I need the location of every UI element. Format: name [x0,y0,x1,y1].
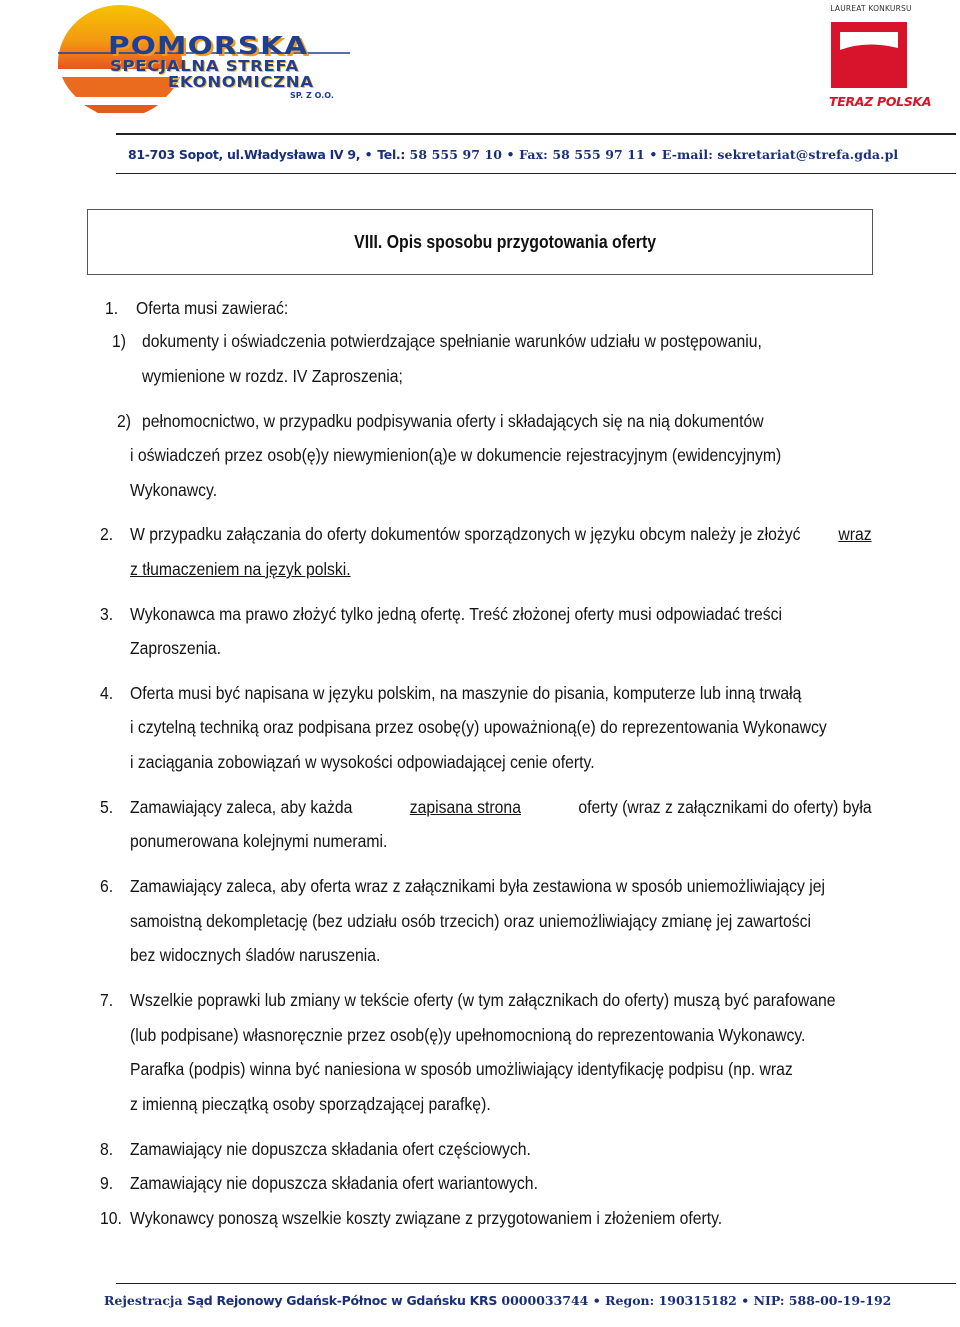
contact-line [128,147,898,162]
award-brand: TERAZ POLSKA [829,94,932,109]
section-title: VIII. Opis sposobu przygotowania oferty [354,232,656,252]
section-title-box [87,209,873,275]
contact-tel-label: Tel.: [377,147,406,162]
footer-krs: 0000033744 [501,1293,589,1308]
contact-bullet: • [364,147,373,162]
item-3-line-b: Zaproszenia. [130,638,222,658]
item-7-line-a: Wszelkie poprawki lub zmiany w tekście oferty (w tym załącznikach do oferty) muszą być parafowane [130,990,836,1010]
logo-text-pomorska: POMORSKA [108,31,309,60]
item-number: 7. [100,990,114,1010]
contact-bullet: • [506,147,515,162]
footer-registration [104,1293,891,1308]
award-caption: LAUREAT KONKURSU [830,4,912,13]
item-4-line-b: i czytelną techniką oraz podpisana przez osobę(y) upoważnioną(e) do reprezentowania Wykonawcy [130,717,827,737]
item-1-1-line-a: dokumenty i oświadczenia potwierdzające spełnianie warunków udziału w postępowaniu, [142,331,762,351]
item-number: 2) [117,411,132,431]
item-1-2-line-a: pełnomocnictwo, w przypadku podpisywania oferty i składających się na nią dokumentów [142,411,764,431]
item-1-2-line-c: Wykonawcy. [130,480,218,500]
teraz-polska-badge [826,2,932,117]
item-number: 3. [100,604,114,624]
item-4-line-c: i zaciągania zobowiązań w wysokości odpowiadającej cenie oferty. [130,752,595,772]
item-number: 4. [100,683,114,703]
footer-bullet: • [741,1293,750,1308]
item-6-line-a: Zamawiający zaleca, aby oferta wraz z załącznikami była zestawiona w sposób uniemożliwiający jej [130,876,826,896]
footer-nip: 588-00-19-192 [788,1293,892,1308]
item-4-line-a: Oferta musi być napisana w języku polskim, na maszynie do pisania, komputerze lub inną trwałą [130,683,802,703]
footer-rule [116,1283,956,1284]
contact-bullet: • [649,147,658,162]
item-9-text: Zamawiający nie dopuszcza składania ofert wariantowych. [130,1173,538,1193]
item-2-line-a: W przypadku załączania do oferty dokumentów sporządzonych w języku obcym należy je złożyć wraz [130,524,872,544]
item-1-2-line-b: i oświadczeń przez osob(ę)y niewymienion(ą)e w dokumencie rejestracyjnym (ewidencyjnym) [130,445,782,465]
contact-address: 81-703 Sopot, ul.Władysława IV 9, [128,147,361,162]
item-5-line-a: Zamawiający zaleca, aby każda zapisana strona oferty (wraz z załącznikami do oferty) była [130,797,872,817]
header-top-rule [116,133,956,135]
item-number: 2. [100,524,114,544]
item-number: 1) [112,331,127,351]
contact-fax-label: Fax: [519,147,548,162]
item-10-text: Wykonawcy ponoszą wszelkie koszty związane z przygotowaniem i złożeniem oferty. [130,1208,723,1228]
item-6-line-c: bez widocznych śladów naruszenia. [130,945,381,965]
footer-bullet: • [592,1293,601,1308]
footer-reg-label: Rejestracja [104,1293,183,1308]
item-2-line-b: z tłumaczeniem na język polski. [130,559,351,579]
logo-text-spzoo: SP. Z O.O. [290,91,334,100]
contact-tel: 58 555 97 10 [409,147,503,162]
contact-fax: 58 555 97 11 [552,147,645,162]
item-number: 9. [100,1173,114,1193]
header-bottom-rule [116,173,956,174]
item-number: 8. [100,1139,114,1159]
contact-email-label: E-mail: [661,147,713,162]
company-logo [40,5,360,120]
logo-text-ekonomiczna: EKONOMICZNA [168,73,314,91]
footer-court: Sąd Rejonowy Gdańsk-Północ w Gdańsku KRS [186,1293,498,1308]
footer-regon: 190315182 [658,1293,737,1308]
item-6-line-b: samoistną dekompletację (bez udziału osób trzecich) oraz uniemożliwiający zmianę jej zawartości [130,911,812,931]
underlined-text: zapisana strona [409,797,521,817]
item-3-line-a: Wykonawca ma prawo złożyć tylko jedną ofertę. Treść złożonej oferty musi odpowiadać treści [130,604,783,624]
item-7-line-b: (lub podpisane) własnoręcznie przez osob(ę)y upełnomocnioną do reprezentowania Wykonawcy. [130,1025,806,1045]
item-number: 10. [100,1208,122,1228]
underlined-text: wraz [838,524,872,544]
item-7-line-c: Parafka (podpis) winna być naniesiona w sposób umożliwiający identyfikację podpisu (np. wraz [130,1059,793,1079]
logo-text-strefa: SPECJALNA STREFA [110,57,299,75]
item-8-text: Zamawiający nie dopuszcza składania ofert częściowych. [130,1139,531,1159]
item-1-text: Oferta musi zawierać: [136,298,289,318]
item-7-line-d: z imienną pieczątką osoby sporządzającej parafkę). [130,1094,491,1114]
item-number: 5. [100,797,114,817]
item-1-1-line-b: wymienione w rozdz. IV Zaproszenia; [142,366,403,386]
item-5-line-b: ponumerowana kolejnymi numerami. [130,831,388,851]
item-number: 1. [105,298,119,318]
item-number: 6. [100,876,114,896]
footer-regon-label: Regon: [605,1293,655,1308]
footer-nip-label: NIP: [753,1293,785,1308]
contact-email[interactable]: sekretariat@strefa.gda.pl [717,147,899,162]
